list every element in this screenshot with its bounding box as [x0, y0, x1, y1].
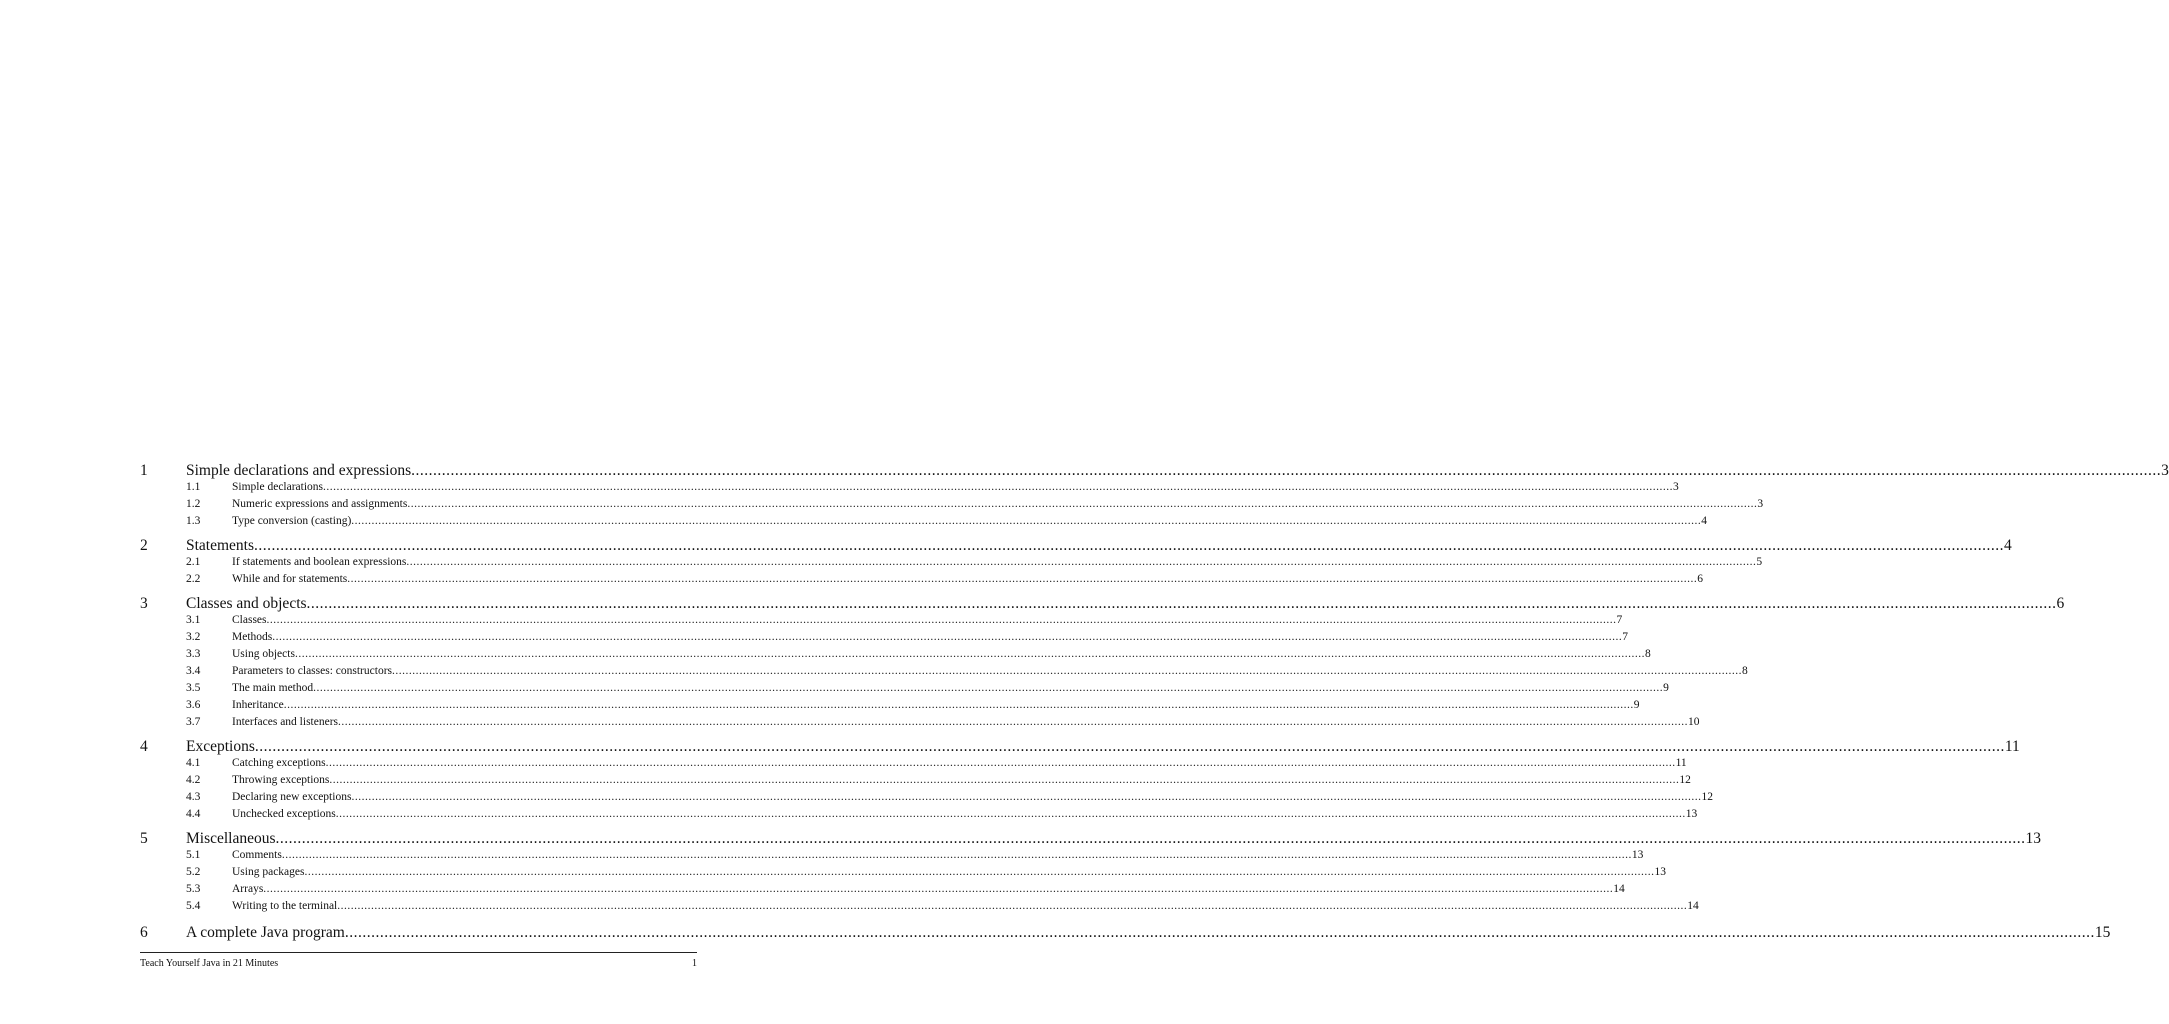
toc-section-entry[interactable]: [0, 613, 1623, 629]
toc-chapter-entry[interactable]: [0, 461, 2169, 481]
toc-entry-title: Catching exceptions: [232, 757, 326, 769]
toc-section-entry[interactable]: [0, 899, 1699, 915]
toc-section-entry[interactable]: [0, 698, 1640, 714]
toc-entry-number: 5.3: [186, 883, 201, 895]
dot-leader: ................................................................................................................................................................................................................................................................................................................................................................................................................: [294, 648, 1645, 660]
toc-entry-page: 8: [1742, 665, 1748, 677]
toc-entry-page: 7: [1622, 631, 1628, 643]
toc-entry-title: Exceptions: [186, 738, 255, 755]
dot-leader: ................................................................................................................................................................................................................................................................................................................................................................................................................: [344, 924, 2095, 941]
toc-section-entry[interactable]: [0, 480, 1679, 496]
dot-leader: ................................................................................................................................................................................................................................................................................................................................................................................................................: [275, 830, 2026, 847]
toc-entry-title: Parameters to classes: constructors: [232, 665, 392, 677]
toc-entry-number: 3.3: [186, 648, 201, 660]
dot-leader: ................................................................................................................................................................................................................................................................................................................................................................................................................: [329, 774, 1680, 786]
toc-entry-line: [232, 498, 1764, 511]
dot-leader: ................................................................................................................................................................................................................................................................................................................................................................................................................: [337, 900, 1688, 912]
toc-entry-page: 8: [1644, 648, 1651, 660]
toc-entry-page: 9: [1633, 699, 1640, 711]
dot-leader: ................................................................................................................................................................................................................................................................................................................................................................................................................: [281, 849, 1632, 861]
toc-entry-line: [232, 808, 1698, 821]
toc-entry-page: 5: [1756, 556, 1763, 568]
toc-entry-number: 2.2: [186, 573, 201, 585]
dot-leader: ................................................................................................................................................................................................................................................................................................................................................................................................................: [254, 738, 2005, 755]
toc-chapter-entry[interactable]: [0, 536, 2012, 556]
toc-entry-title: Classes and objects: [186, 595, 307, 612]
toc-entry-number: 5.4: [186, 900, 201, 912]
dot-leader: ................................................................................................................................................................................................................................................................................................................................................................................................................: [351, 515, 1702, 527]
toc-entry-page: 4: [1701, 515, 1708, 527]
toc-entry-line: [232, 481, 1679, 494]
toc-entry-page: 13: [1654, 866, 1666, 878]
dot-leader: ................................................................................................................................................................................................................................................................................................................................................................................................................: [306, 595, 2057, 612]
toc-chapter-entry[interactable]: [0, 923, 2111, 943]
toc-entry-page: 13: [1631, 849, 1644, 861]
toc-section-entry[interactable]: [0, 514, 1708, 530]
toc-entry-line: [232, 665, 1748, 678]
toc-entry-title: Numeric expressions and assignments: [232, 498, 408, 510]
toc-entry-number: 3.7: [186, 716, 201, 728]
toc-entry-number: 1.1: [186, 481, 201, 493]
footer-rule: [140, 952, 697, 953]
toc-entry-page: 12: [1679, 774, 1691, 786]
toc-entry-page: 13: [2025, 830, 2042, 847]
toc-entry-line: [232, 774, 1691, 787]
toc-section-entry[interactable]: [0, 572, 1704, 588]
toc-entry-number: 4.4: [186, 808, 201, 820]
toc-entry-title: Interfaces and listeners: [232, 716, 339, 728]
footer-title: Teach Yourself Java in 21 Minutes: [140, 958, 279, 969]
dot-leader: ................................................................................................................................................................................................................................................................................................................................................................................................................: [351, 791, 1702, 803]
toc-entry-line: [186, 462, 2169, 479]
toc-entry-number: 1.3: [186, 515, 201, 527]
toc-entry-line: [232, 883, 1625, 896]
toc-entry-title: Arrays: [232, 883, 264, 895]
toc-entry-page: 7: [1616, 614, 1623, 626]
dot-leader: ................................................................................................................................................................................................................................................................................................................................................................................................................: [323, 481, 1674, 493]
dot-leader: ................................................................................................................................................................................................................................................................................................................................................................................................................: [338, 716, 1689, 728]
toc-entry-line: [232, 614, 1623, 627]
toc-entry-title: Using packages: [232, 866, 305, 878]
toc-entry-page: 13: [1685, 808, 1698, 820]
toc-section-entry[interactable]: [0, 681, 1669, 697]
dot-leader: ................................................................................................................................................................................................................................................................................................................................................................................................................: [313, 682, 1664, 694]
dot-leader: ................................................................................................................................................................................................................................................................................................................................................................................................................: [335, 808, 1686, 820]
toc-entry-line: [186, 537, 2012, 554]
toc-entry-number: 2: [140, 537, 148, 554]
toc-entry-line: [186, 738, 2020, 755]
dot-leader: ................................................................................................................................................................................................................................................................................................................................................................................................................: [272, 631, 1623, 643]
toc-entry-number: 3.1: [186, 614, 201, 626]
toc-entry-number: 3.5: [186, 682, 201, 694]
toc-entry-number: 6: [140, 924, 148, 941]
toc-entry-number: 4: [140, 738, 148, 755]
toc-chapter-entry[interactable]: [0, 594, 2065, 614]
toc-entry-page: 14: [1687, 900, 1699, 912]
toc-entry-number: 3.2: [186, 631, 201, 643]
toc-entry-line: [232, 757, 1687, 770]
toc-entry-line: [232, 631, 1628, 644]
toc-entry-title: Comments: [232, 849, 282, 861]
toc-entry-number: 4.2: [186, 774, 201, 786]
dot-leader: ................................................................................................................................................................................................................................................................................................................................................................................................................: [392, 665, 1742, 677]
toc-entry-title: Unchecked exceptions: [232, 808, 336, 820]
toc-section-entry[interactable]: [0, 848, 1644, 864]
toc-entry-page: 10: [1688, 716, 1700, 728]
toc-entry-page: 11: [2004, 738, 2020, 755]
toc-entry-title: Miscellaneous: [186, 830, 276, 847]
toc-entry-number: 3.6: [186, 699, 201, 711]
toc-entry-line: [186, 924, 2111, 941]
toc-entry-number: 3.4: [186, 665, 201, 677]
toc-entry-number: 1: [140, 462, 148, 479]
toc-entry-line: [232, 648, 1651, 661]
toc-section-entry[interactable]: [0, 630, 1628, 646]
toc-entry-line: [232, 573, 1704, 586]
dot-leader: ................................................................................................................................................................................................................................................................................................................................................................................................................: [304, 866, 1655, 878]
toc-entry-page: 6: [2056, 595, 2065, 612]
dot-leader: ................................................................................................................................................................................................................................................................................................................................................................................................................: [263, 883, 1614, 895]
toc-entry-line: [232, 699, 1640, 712]
toc-entry-line: [232, 900, 1699, 913]
toc-entry-title: Inheritance: [232, 699, 284, 711]
toc-entry-number: 1.2: [186, 498, 201, 510]
toc-section-entry[interactable]: [0, 715, 1700, 731]
dot-leader: ................................................................................................................................................................................................................................................................................................................................................................................................................: [347, 573, 1698, 585]
dot-leader: ................................................................................................................................................................................................................................................................................................................................................................................................................: [407, 498, 1758, 510]
toc-entry-line: [232, 716, 1700, 729]
toc-entry-page: 6: [1697, 573, 1704, 585]
dot-leader: ................................................................................................................................................................................................................................................................................................................................................................................................................: [266, 614, 1617, 626]
toc-entry-title: Declaring new exceptions: [232, 791, 352, 803]
toc-entry-page: 3: [1673, 481, 1679, 493]
toc-entry-line: [232, 515, 1708, 528]
toc-chapter-entry[interactable]: [0, 737, 2020, 757]
toc-entry-title: Using objects: [232, 648, 295, 660]
dot-leader: ................................................................................................................................................................................................................................................................................................................................................................................................................: [283, 699, 1634, 711]
toc-entry-number: 5.1: [186, 849, 201, 861]
toc-entry-title: Type conversion (casting): [232, 515, 352, 527]
toc-section-entry[interactable]: [0, 756, 1687, 772]
toc-section-entry[interactable]: [0, 555, 1763, 571]
toc-section-entry[interactable]: [0, 882, 1625, 898]
toc-entry-page: 12: [1701, 791, 1713, 803]
toc-entry-title: Methods: [232, 631, 273, 643]
toc-entry-line: [232, 682, 1669, 695]
toc-entry-page: 3: [1757, 498, 1764, 510]
toc-entry-title: A complete Java program: [186, 924, 345, 941]
dot-leader: ................................................................................................................................................................................................................................................................................................................................................................................................................: [254, 537, 2005, 554]
toc-entry-title: Writing to the terminal: [232, 900, 338, 912]
toc-entry-title: Statements: [186, 537, 255, 554]
toc-entry-number: 5: [140, 830, 148, 847]
toc-entry-line: [232, 866, 1666, 879]
dot-leader: ................................................................................................................................................................................................................................................................................................................................................................................................................: [325, 757, 1676, 769]
toc-entry-title: Simple declarations: [232, 481, 324, 493]
toc-entry-page: 15: [2094, 924, 2111, 941]
toc-entry-page: 11: [1675, 757, 1687, 769]
toc-entry-title: Classes: [232, 614, 267, 626]
toc-entry-number: 5.2: [186, 866, 201, 878]
toc-entry-line: [232, 849, 1644, 862]
toc-entry-number: 3: [140, 595, 148, 612]
toc-entry-number: 4.1: [186, 757, 201, 769]
toc-entry-page: 14: [1613, 883, 1625, 895]
toc-entry-title: Throwing exceptions: [232, 774, 330, 786]
toc-section-entry[interactable]: [0, 773, 1691, 789]
toc-section-entry[interactable]: [0, 865, 1666, 881]
toc-chapter-entry[interactable]: [0, 829, 2042, 849]
toc-entry-title: While and for statements: [232, 573, 348, 585]
toc-entry-number: 4.3: [186, 791, 201, 803]
toc-entry-title: If statements and boolean expressions: [232, 556, 407, 568]
toc-entry-page: 4: [2004, 537, 2012, 554]
toc-entry-page: 9: [1663, 682, 1669, 694]
toc-entry-line: [186, 830, 2042, 847]
toc-section-entry[interactable]: [0, 790, 1713, 806]
toc-entry-title: The main method: [232, 682, 314, 694]
toc-section-entry[interactable]: [0, 647, 1651, 663]
toc-entry-line: [186, 595, 2065, 612]
toc-entry-page: 3: [2161, 462, 2169, 479]
toc-entry-number: 2.1: [186, 556, 201, 568]
toc-entry-line: [232, 791, 1713, 804]
toc-entry-line: [232, 556, 1763, 569]
toc-section-entry[interactable]: [0, 497, 1764, 513]
toc-section-entry[interactable]: [0, 807, 1698, 823]
toc-section-entry[interactable]: [0, 664, 1748, 680]
dot-leader: ................................................................................................................................................................................................................................................................................................................................................................................................................: [406, 556, 1757, 568]
footer-page-number: 1: [692, 958, 697, 969]
dot-leader: ................................................................................................................................................................................................................................................................................................................................................................................................................: [411, 462, 2162, 479]
toc-entry-title: Simple declarations and expressions: [186, 462, 412, 479]
